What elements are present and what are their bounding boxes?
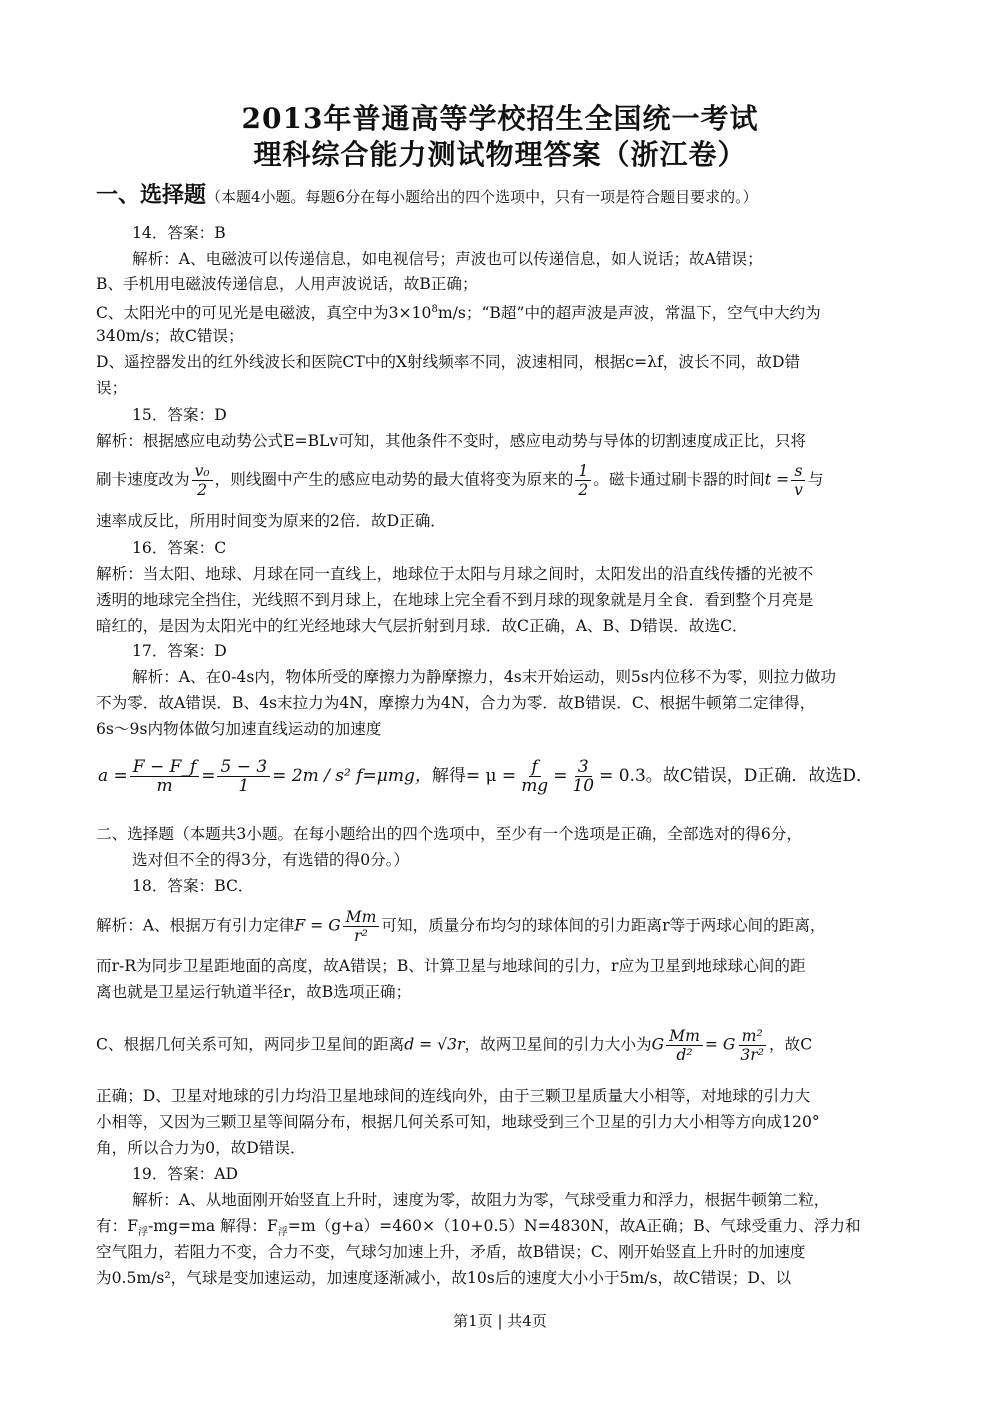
q17-line3: 6s～9s内物体做匀加速直线运动的加速度 (96, 720, 382, 738)
fraction-denominator: 3r² (740, 1046, 764, 1064)
fraction-denominator: 10 (572, 776, 595, 796)
q15-line3: 速率成反比，所用时间变为原来的2倍．故D正确． (96, 512, 446, 530)
q19-line3: 空气阻力，若阻力不变，合力不变，气球匀加速上升，矛盾，故B错误；C、刚开始竖直上升时的加速度 (96, 1243, 806, 1261)
q18-F-eq: F = G (294, 916, 341, 935)
fraction-denominator: v (794, 481, 803, 499)
q14-line2: B、手机用电磁波传递信息，人用声波说话，故B正确； (96, 275, 478, 293)
eq-a: a = (98, 766, 128, 786)
q19-answer: 19．答案：AD (132, 1165, 238, 1183)
fraction-numerator: f (529, 758, 541, 777)
q15-line2a: 刷卡速度改为 (96, 470, 190, 489)
eq-end: = 0.3。故C错误，D正确．故选D． (599, 766, 874, 786)
fraction-denominator: mg (521, 776, 549, 796)
q16-answer: 16．答案：C (132, 539, 227, 557)
eq-mid: = 2m / s² f=μmg， (272, 766, 432, 786)
fraction-5-3 (217, 758, 270, 795)
fraction-denominator: m (156, 776, 173, 796)
q18-line4a: C、根据几何关系可知，两同步卫星间的距离 (96, 1035, 405, 1054)
q14-line5: D、遥控器发出的红外线波长和医院CT中的X射线频率不同，波速相同，根据c=λf，波长不同，故D错 (96, 353, 801, 371)
section-one-note: （本题4小题。每题6分在每小题给出的四个选项中，只有一项是符合题目要求的。） (206, 188, 758, 206)
q19-line1: 解析：A、从地面刚开始竖直上升时，速度为零，故阻力为零，气球受重力和浮力，根据牛顿第二粒， (132, 1191, 830, 1209)
fraction-s-over-v (791, 462, 806, 499)
q18-answer: 18．答案：BC． (132, 877, 254, 895)
q19-line2c: =m（g+a）=460×（10+0.5）N=4830N，故A正确；B、气球受重力、浮力和 (287, 1217, 861, 1235)
q18-line3: 离也就是卫星运行轨道半径r，故B选项正确； (96, 983, 412, 1001)
fraction-numerator: m² (739, 1027, 766, 1046)
fraction-denominator: 1 (238, 776, 250, 796)
fraction-numerator: 3 (575, 758, 592, 777)
doc-title-line1: 2013年普通高等学校招生全国统一考试 (241, 102, 759, 135)
fraction-numerator: Mm (666, 1027, 703, 1046)
q14-line3-sup: 8 (431, 304, 438, 315)
eq-solve: 解得= μ = (431, 766, 517, 786)
fraction-numerator: 1 (575, 462, 591, 481)
q14-line1: 解析：A、电磁波可以传递信息，如电视信号；声波也可以传递信息，如人说话；故A错误； (132, 250, 763, 268)
q15-line1: 解析：根据感应电动势公式E=BLv可知，其他条件不变时，感应电动势与导体的切割速度成正比，只将 (96, 432, 807, 450)
q14-line6: 误； (96, 379, 128, 397)
page-footer: 第1页 | 共4页 (453, 1312, 547, 1330)
q17-line2: 不为零．故A错误．B、4s末拉力为4N，摩擦力为4N，合力为零．故B错误．C、根据牛顿第二定律得， (96, 694, 816, 712)
fraction-v0-over-2 (192, 462, 213, 499)
q16-line1: 解析：当太阳、地球、月球在同一直线上，地球位于太阳与月球之间时，太阳发出的沿直线传播的光被不 (96, 565, 814, 583)
fraction-numerator: 5 − 3 (217, 758, 270, 777)
q19-line2a: 有：F (96, 1217, 139, 1235)
fraction-denominator: r² (354, 927, 368, 945)
q15-line2d: 与 (807, 470, 824, 489)
q18-line1b: 可知，质量分布均匀的球体间的引力距离r等于两球心间的距离， (381, 916, 826, 935)
fraction-numerator: s (791, 462, 805, 481)
q18-G2: = G (704, 1035, 736, 1054)
q15-answer: 15．答案：D (132, 406, 227, 424)
q18-line1 (96, 908, 826, 945)
q18-line7: 角，所以合力为0，故D错误． (96, 1139, 306, 1157)
q18-line6: 小相等，又因为三颗卫星等间隔分布，根据几何关系可知，地球受到三个卫星的引力大小相等方向成120° (96, 1113, 820, 1131)
q14-line3 (96, 299, 821, 324)
q18-d-eq: d = √3r (404, 1035, 465, 1054)
fraction-denominator: 2 (197, 481, 208, 499)
section-two-line2: 选对但不全的得3分，有选错的得0分。） (132, 851, 410, 869)
section-one-heading (96, 178, 976, 209)
fraction-numerator: F − F_f (130, 758, 199, 777)
fraction-numerator: Mm (343, 908, 380, 927)
q16-line2: 透明的地球完全挡住，光线照不到月球上，在地球上完全看不到月球的现象就是月全食．看到整个月亮是 (96, 591, 814, 609)
q15-line2c: 。磁卡通过刷卡器的时间 (593, 470, 765, 489)
fraction-3-10 (569, 758, 597, 795)
q18-line5: 正确；D、卫星对地球的引力均沿卫星地球间的连线向外，由于三颗卫星质量大小相等，对地球的引力大 (96, 1087, 811, 1105)
q18-line1a: 解析：A、根据万有引力定律 (96, 916, 295, 935)
q18-line4 (96, 1027, 812, 1064)
section-one-title: 一、选择题 (96, 182, 207, 208)
fraction-1-over-2 (575, 462, 591, 499)
q19-line2b: -mg=ma 解得：F (148, 1217, 278, 1235)
q19-line4: 为0.5m/s²，气球是变加速运动，加速度逐渐减小，故10s后的速度大小小于5m/s，故C错误；D、以 (96, 1269, 792, 1287)
q18-line2: 而r-R为同步卫星距地面的高度，故A错误；B、计算卫星与地球间的引力，r应为卫星到地球球心间的距 (96, 957, 806, 975)
q16-line3: 暗红的，是因为太阳光中的红光经地球大气层折射到月球．故C正确，A、B、D错误．故选C． (96, 617, 748, 635)
q14-answer: 14．答案：B (132, 224, 226, 242)
fraction-force (130, 758, 199, 795)
q14-line3a: C、太阳光中的可见光是电磁波，真空中为3×10 (96, 304, 432, 323)
q19-sub2: 浮 (277, 1227, 288, 1239)
q17-line1: 解析：A、在0-4s内，物体所受的摩擦力为静摩擦力，4s末开始运动，则5s内位移不为零，则拉力做功 (132, 668, 836, 686)
fraction-denominator: 2 (578, 481, 589, 499)
fraction-f-mg (518, 758, 551, 795)
q18-line4c: ，故C (769, 1035, 813, 1054)
doc-title-line2: 理科综合能力测试物理答案（浙江卷） (253, 138, 747, 171)
q14-line3b: m/s；“B超”中的超声波是声波，常温下，空气中大约为 (437, 304, 821, 323)
fraction-m2-3r2 (737, 1027, 767, 1064)
q14-line4: 340m/s；故C错误； (96, 327, 244, 345)
fraction-numerator: v₀ (192, 462, 213, 481)
fraction-denominator: d² (676, 1046, 693, 1064)
fraction-Mm-r2 (343, 908, 380, 945)
section-two-line1: 二、选择题（本题共3小题。在每小题给出的四个选项中，至少有一个选项是正确，全部选对的得6分， (96, 825, 802, 843)
q15-line2b: ，则线圈中产生的感应电动势的最大值将变为原来的 (214, 470, 574, 489)
q15-t-eq: t = (764, 470, 790, 489)
q18-G1: G (651, 1035, 665, 1054)
fraction-Mm-d2 (666, 1027, 703, 1064)
q17-equation: a = $\frac{F - F\_f}{m}$ = $\frac{5 - 3}{1}$ = 2m / s² f=μmg，解得= μ = $\frac{f}{mg}$ = $\frac{3}{10}$ = 0.3。故C错误，D正确．故选D． (98, 757, 874, 796)
q17-answer: 17．答案：D (132, 642, 227, 660)
q18-line4b: ，故两卫星间的引力大小为 (464, 1035, 652, 1054)
q19-line2 (96, 1215, 861, 1244)
q19-sub1: 浮 (138, 1227, 149, 1239)
q15-line2 (96, 462, 824, 499)
